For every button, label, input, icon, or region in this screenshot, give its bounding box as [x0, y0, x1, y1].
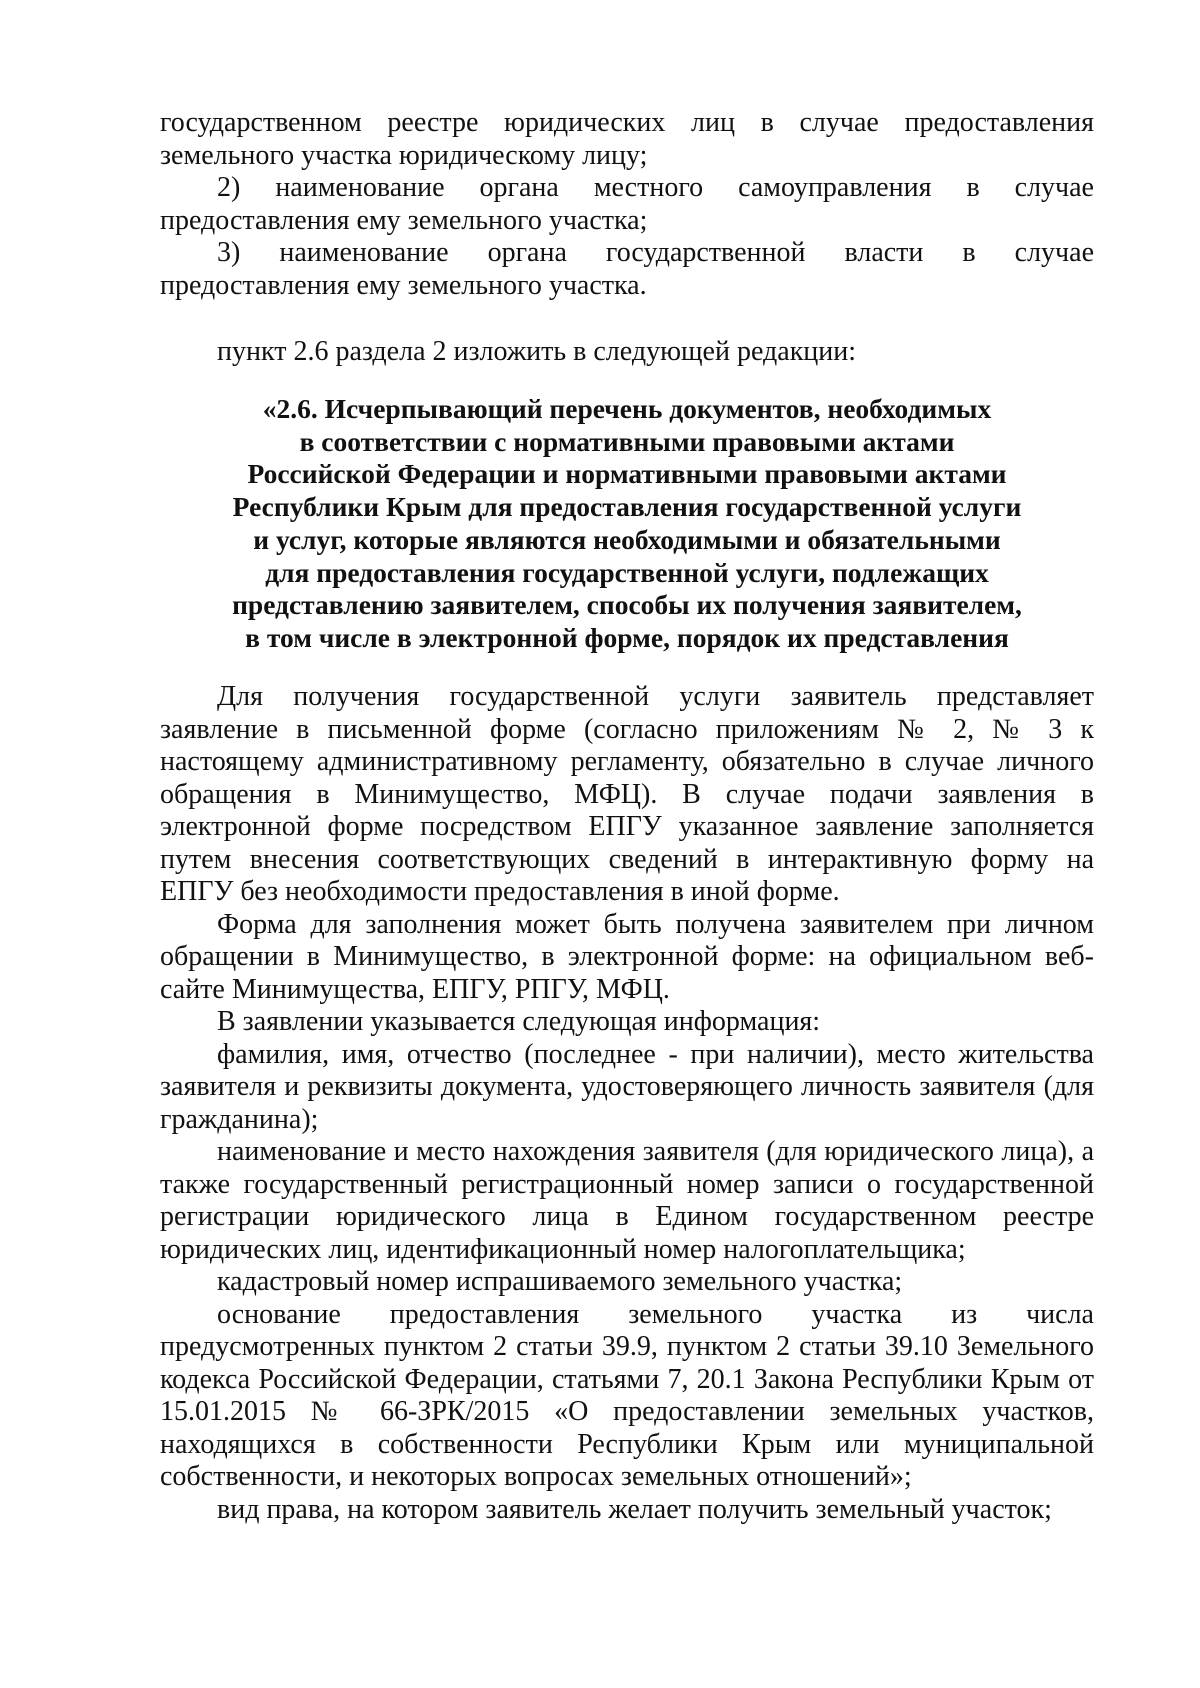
heading-line: представлению заявителем, способы их получения заявителем,	[232, 589, 1022, 621]
paragraph: фамилия, имя, отчество (последнее - при наличии), место жительства заявителя и реквизиты документа, удостоверяющего личность заявителя (для гражданина);	[160, 1038, 1094, 1135]
paragraph: кадастровый номер испрашиваемого земельного участка;	[217, 1266, 903, 1297]
paragraph: В заявлении указывается следующая информация:	[217, 1006, 821, 1037]
paragraph: Форма для заполнения может быть получена заявителем при личном обращении в Минимущество, в электронной форме: на официальном веб-сайте Минимущества, ЕПГУ, РПГУ, МФЦ.	[160, 908, 1094, 1005]
paragraph-continuation: государственном реестре юридических лиц в случае предоставления земельного участка юридическому лицу;	[160, 107, 1094, 171]
top-block	[160, 107, 1094, 302]
heading-line: Российской Федерации и нормативными правовыми актами	[247, 458, 1007, 490]
paragraph: Для получения государственной услуги заявитель представляет заявление в письменной форме (согласно приложениям № 2, № 3 к настоящему административному регламенту, обязательно в случае личного обращения в Минимущество, МФЦ). В случае подачи заявления в электронной форме посредством ЕПГУ указанное заявление заполняется путем внесения соответствующих сведений в интерактивную форму на ЕПГУ без необходимости предоставления в иной форме.	[160, 681, 1094, 907]
paragraph: наименование и место нахождения заявителя (для юридического лица), а также государственный регистрационный номер записи о государственной регистрации юридического лица в Едином государственном реестре юридических лиц, идентификационный номер налогоплательщика;	[160, 1136, 1094, 1265]
body-text	[160, 681, 1094, 1526]
heading-line: «2.6. Исчерпывающий перечень документов, необходимых	[262, 393, 992, 424]
heading-line: Республики Крым для предоставления государственной услуги	[232, 491, 1022, 523]
amendment-intro: пункт 2.6 раздела 2 изложить в следующей редакции:	[217, 336, 857, 367]
heading-line: для предоставления государственной услуги, подлежащих	[265, 556, 989, 588]
heading-line: в том числе в электронной форме, порядок их представления	[245, 621, 1009, 653]
paragraph: вид права, на котором заявитель желает получить земельный участок;	[217, 1493, 1052, 1525]
heading-line: в соответствии с нормативными правовыми актами	[299, 425, 955, 457]
paragraph-item-3: 3) наименование органа государственной власти в случае предоставления ему земельного участка.	[160, 237, 1094, 301]
paragraph: основание предоставления земельного участка из числа предусмотренных пунктом 2 статьи 39.9, пунктом 2 статьи 39.10 Земельного кодекса Российской Федерации, статьями 7, 20.1 Закона Республики Крым от 15.01.2015 № 66-ЗРК/2015 «О предоставлении земельных участков, находящихся в собственности Республики Крым или муниципальной собственности, и некоторых вопросах земельных отношений»;	[160, 1298, 1094, 1492]
heading-line: и услуг, которые являются необходимыми и обязательными	[253, 523, 1001, 555]
section-heading	[160, 393, 1094, 655]
paragraph-item-2: 2) наименование органа местного самоуправления в случае предоставления ему земельного участка;	[160, 172, 1094, 236]
